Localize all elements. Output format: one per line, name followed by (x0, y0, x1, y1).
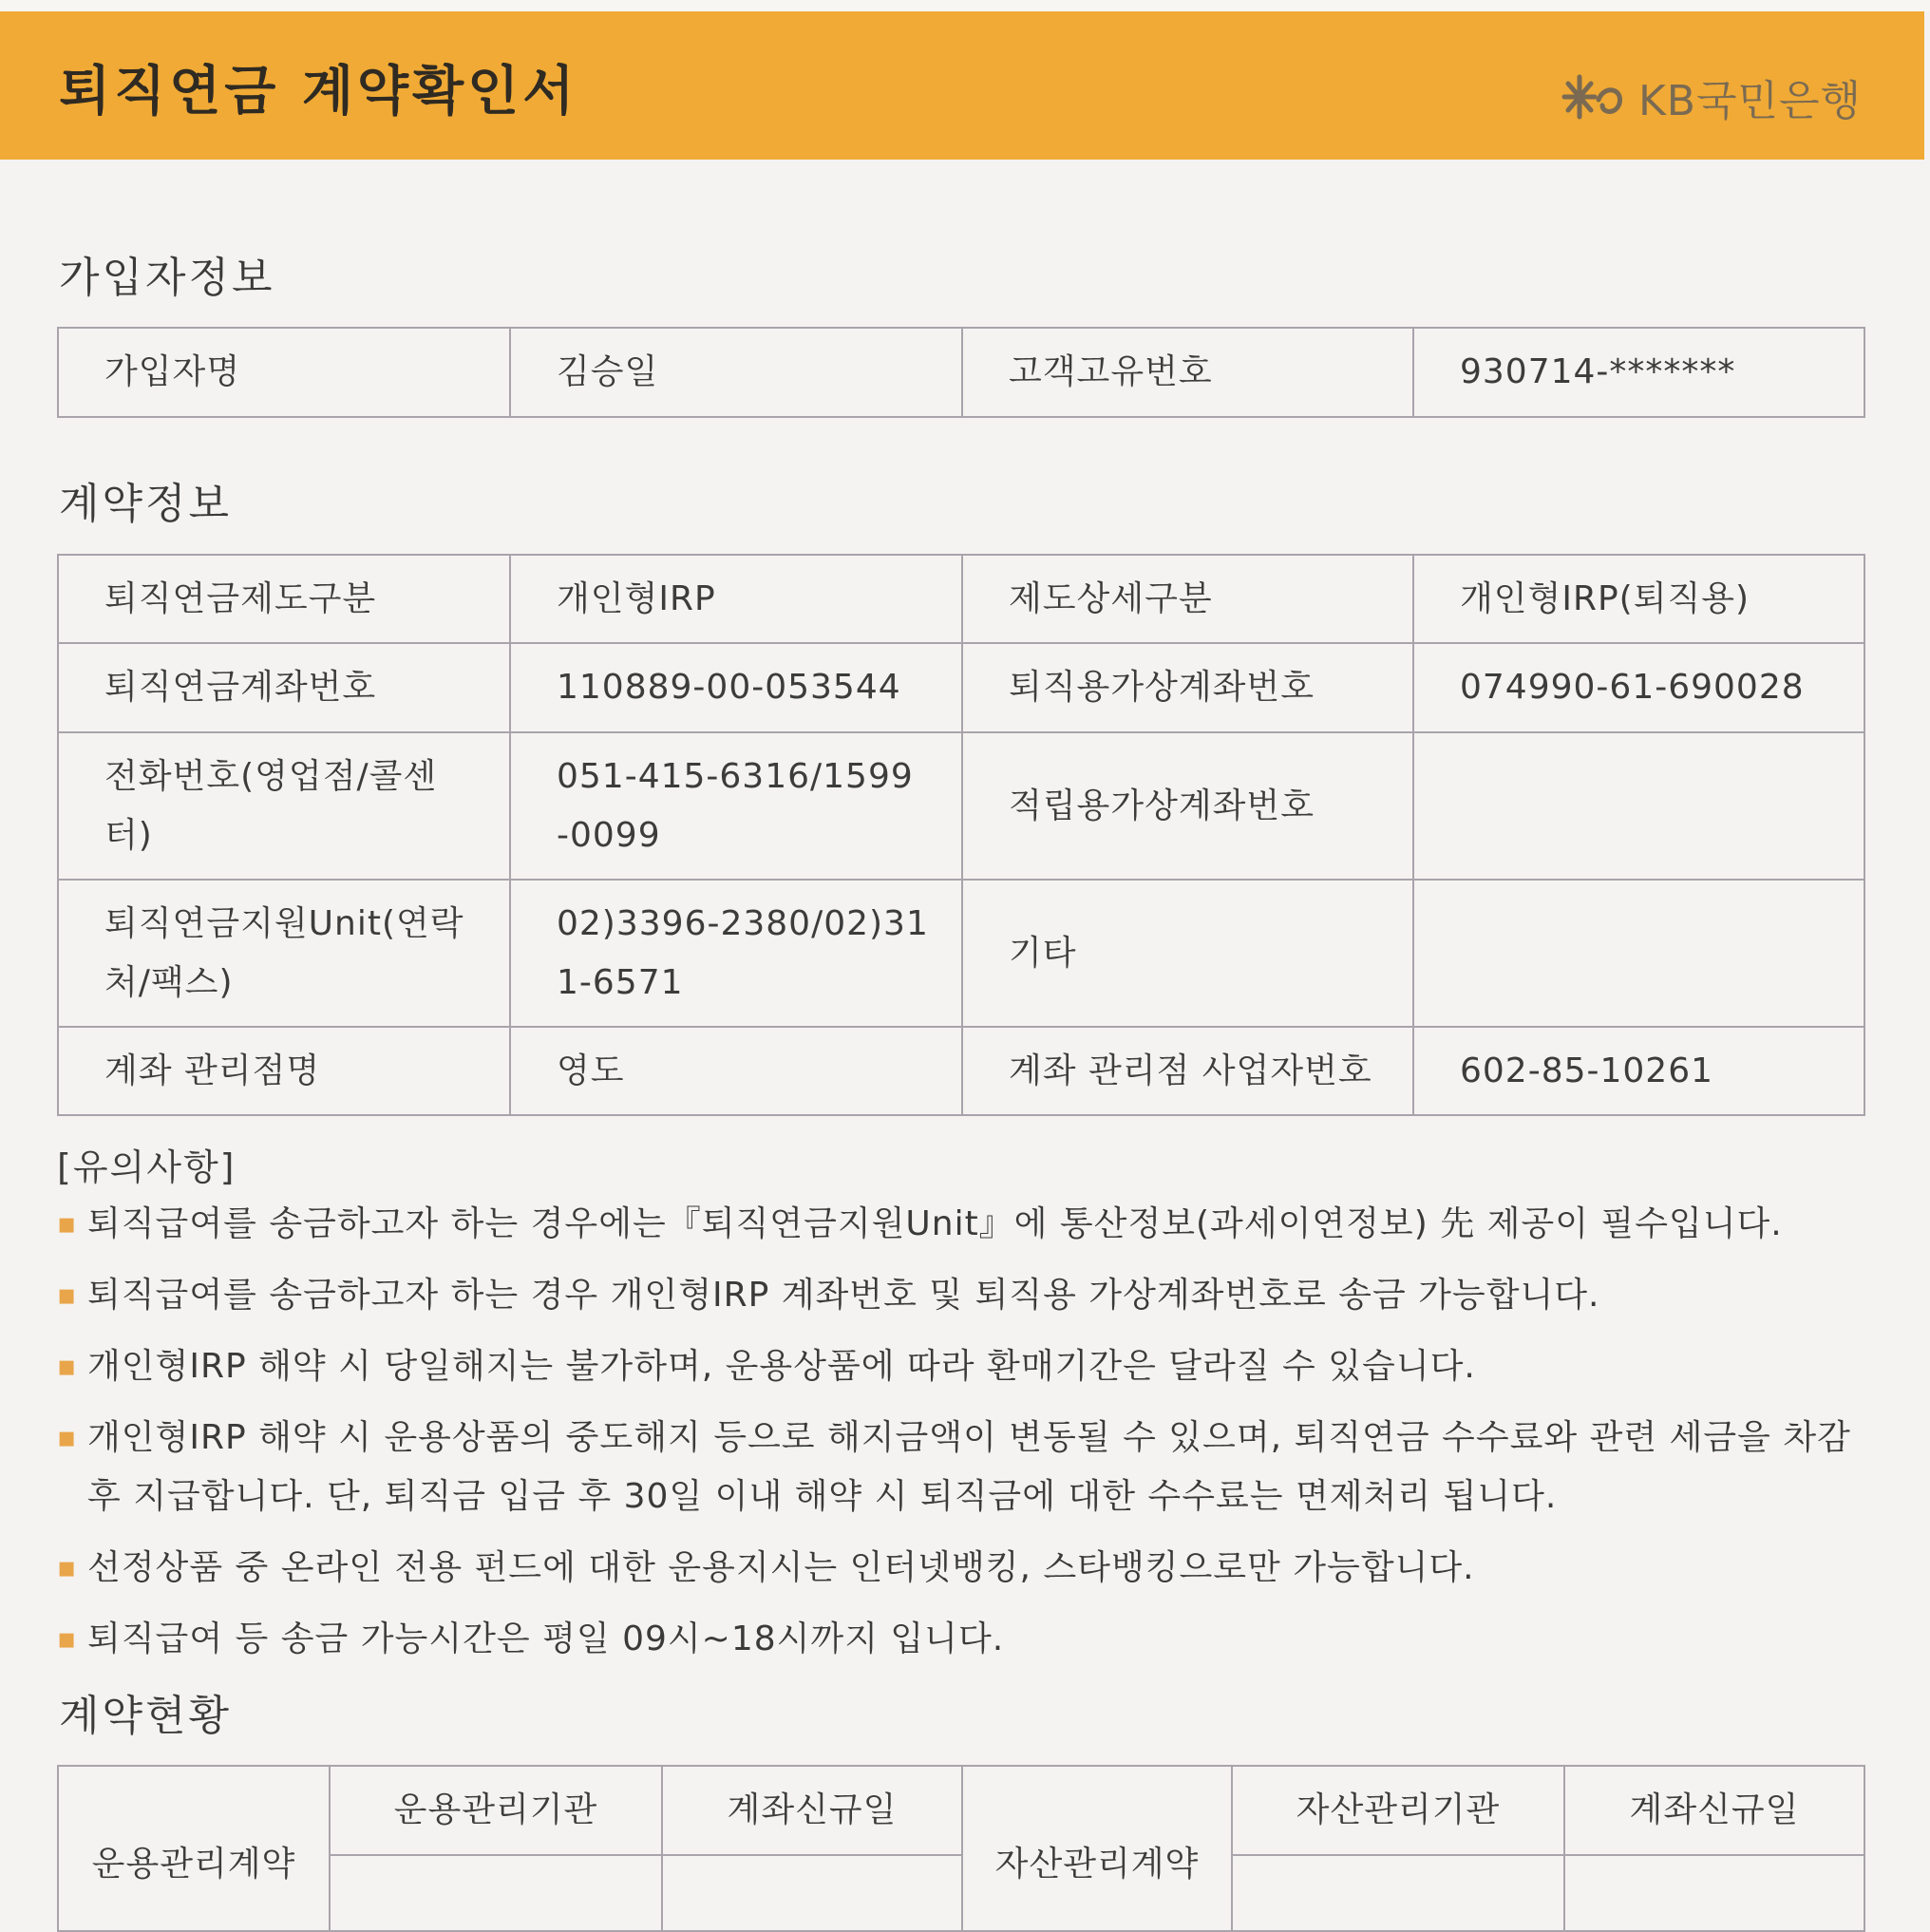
table-label-cell: 제도상세구분 (962, 555, 1413, 643)
column-header: 자산관리기관 (1232, 1766, 1564, 1855)
table-value-cell: 074990-61-690028 (1413, 643, 1864, 732)
kb-star-icon (1561, 71, 1629, 123)
table-label-cell: 퇴직연금지원Unit(연락처/팩스) (58, 880, 510, 1027)
table-value-cell: 개인형IRP(퇴직용) (1413, 555, 1864, 643)
column-header: 계좌신규일 (1564, 1766, 1864, 1855)
table-row (58, 880, 1864, 1027)
table-value-cell: 930714-******* (1413, 328, 1864, 417)
table-value-cell (1564, 1855, 1864, 1931)
notice-text: 선정상품 중 온라인 전용 펀드에 대한 운용지시는 인터넷뱅킹, 스타뱅킹으로만 가능합니다. (87, 1548, 1475, 1587)
bullet-icon: ▪ (57, 1622, 78, 1656)
table-label-cell: 전화번호(영업점/콜센터) (58, 732, 510, 880)
bullet-icon: ▪ (57, 1279, 78, 1312)
table-label-cell: 퇴직용가상계좌번호 (962, 643, 1413, 732)
contract-table (57, 554, 1865, 1116)
notice-text: 개인형IRP 해약 시 당일해지는 불가하며, 운용상품에 따라 환매기간은 달라질 수 있습니다. (87, 1347, 1476, 1386)
subscriber-section-title: 가입자정보 (59, 254, 275, 302)
notice-text: 퇴직급여를 송금하고자 하는 경우 개인형IRP 계좌번호 및 퇴직용 가상계좌번호로 송금 가능합니다. (87, 1276, 1600, 1315)
subscriber-table (57, 327, 1865, 418)
bank-name: KB국민은행 (1637, 77, 1862, 125)
bullet-icon: ▪ (57, 1421, 78, 1454)
table-value-cell (1413, 732, 1864, 880)
list-item (57, 1610, 1881, 1669)
table-label-cell: 퇴직연금제도구분 (58, 555, 510, 643)
table-row (58, 328, 1864, 417)
kb-logo (1561, 66, 1862, 127)
header-band (0, 11, 1924, 160)
table-label-cell: 계좌 관리점 사업자번호 (962, 1027, 1413, 1115)
table-header-row (58, 1766, 1864, 1855)
table-value-cell (1232, 1855, 1564, 1931)
table-value-cell: 051-415-6316/1599-0099 (510, 732, 962, 880)
bullet-icon: ▪ (57, 1551, 78, 1584)
table-label-cell: 퇴직연금계좌번호 (58, 643, 510, 732)
column-header: 운용관리기관 (330, 1766, 662, 1855)
notice-text: 퇴직급여를 송금하고자 하는 경우에는『퇴직연금지원Unit』에 통산정보(과세이연정보) 先 제공이 필수입니다. (87, 1204, 1783, 1243)
table-value-cell (662, 1855, 962, 1931)
table-value-cell: 02)3396-2380/02)311-6571 (510, 880, 962, 1027)
list-item (57, 1266, 1881, 1325)
table-label-cell: 가입자명 (58, 328, 510, 417)
table-value-cell: 602-85-10261 (1413, 1027, 1864, 1115)
list-item (57, 1409, 1881, 1526)
table-value-cell: 영도 (510, 1027, 962, 1115)
status-group-label: 자산관리계약 (962, 1766, 1232, 1931)
list-item (57, 1539, 1881, 1598)
bullet-icon: ▪ (57, 1350, 78, 1383)
table-value-cell: 110889-00-053544 (510, 643, 962, 732)
document-title: 퇴직연금 계약확인서 (59, 61, 578, 123)
table-label-cell: 고객고유번호 (962, 328, 1413, 417)
bullet-icon: ▪ (57, 1207, 78, 1241)
table-value-cell (1413, 880, 1864, 1027)
table-label-cell: 적립용가상계좌번호 (962, 732, 1413, 880)
contract-section-title: 계약정보 (59, 480, 233, 528)
notice-list (57, 1195, 1881, 1681)
table-value-cell (330, 1855, 662, 1931)
contract-status-table (57, 1765, 1865, 1932)
column-header: 계좌신규일 (662, 1766, 962, 1855)
table-value-cell: 김승일 (510, 328, 962, 417)
table-row (58, 555, 1864, 643)
table-value-cell: 개인형IRP (510, 555, 962, 643)
table-label-cell: 계좌 관리점명 (58, 1027, 510, 1115)
table-row (58, 643, 1864, 732)
status-section-title: 계약현황 (59, 1692, 233, 1740)
table-row (58, 732, 1864, 880)
table-row (58, 1027, 1864, 1115)
table-label-cell: 기타 (962, 880, 1413, 1027)
notice-text: 개인형IRP 해약 시 운용상품의 중도해지 등으로 해지금액이 변동될 수 있으며, 퇴직연금 수수료와 관련 세금을 차감 후 지급합니다. 단, 퇴직금 입금 후 30일 이내 해약 시 퇴직금에 대한 수수료는 면제처리 됩니다. (87, 1418, 1851, 1516)
top-margin (0, 0, 1930, 11)
status-group-label: 운용관리계약 (58, 1766, 330, 1931)
notice-title: [유의사항] (57, 1146, 237, 1188)
table-row (58, 1855, 1864, 1931)
list-item (57, 1337, 1881, 1396)
list-item (57, 1195, 1881, 1254)
notice-text: 퇴직급여 등 송금 가능시간은 평일 09시~18시까지 입니다. (87, 1619, 1005, 1658)
